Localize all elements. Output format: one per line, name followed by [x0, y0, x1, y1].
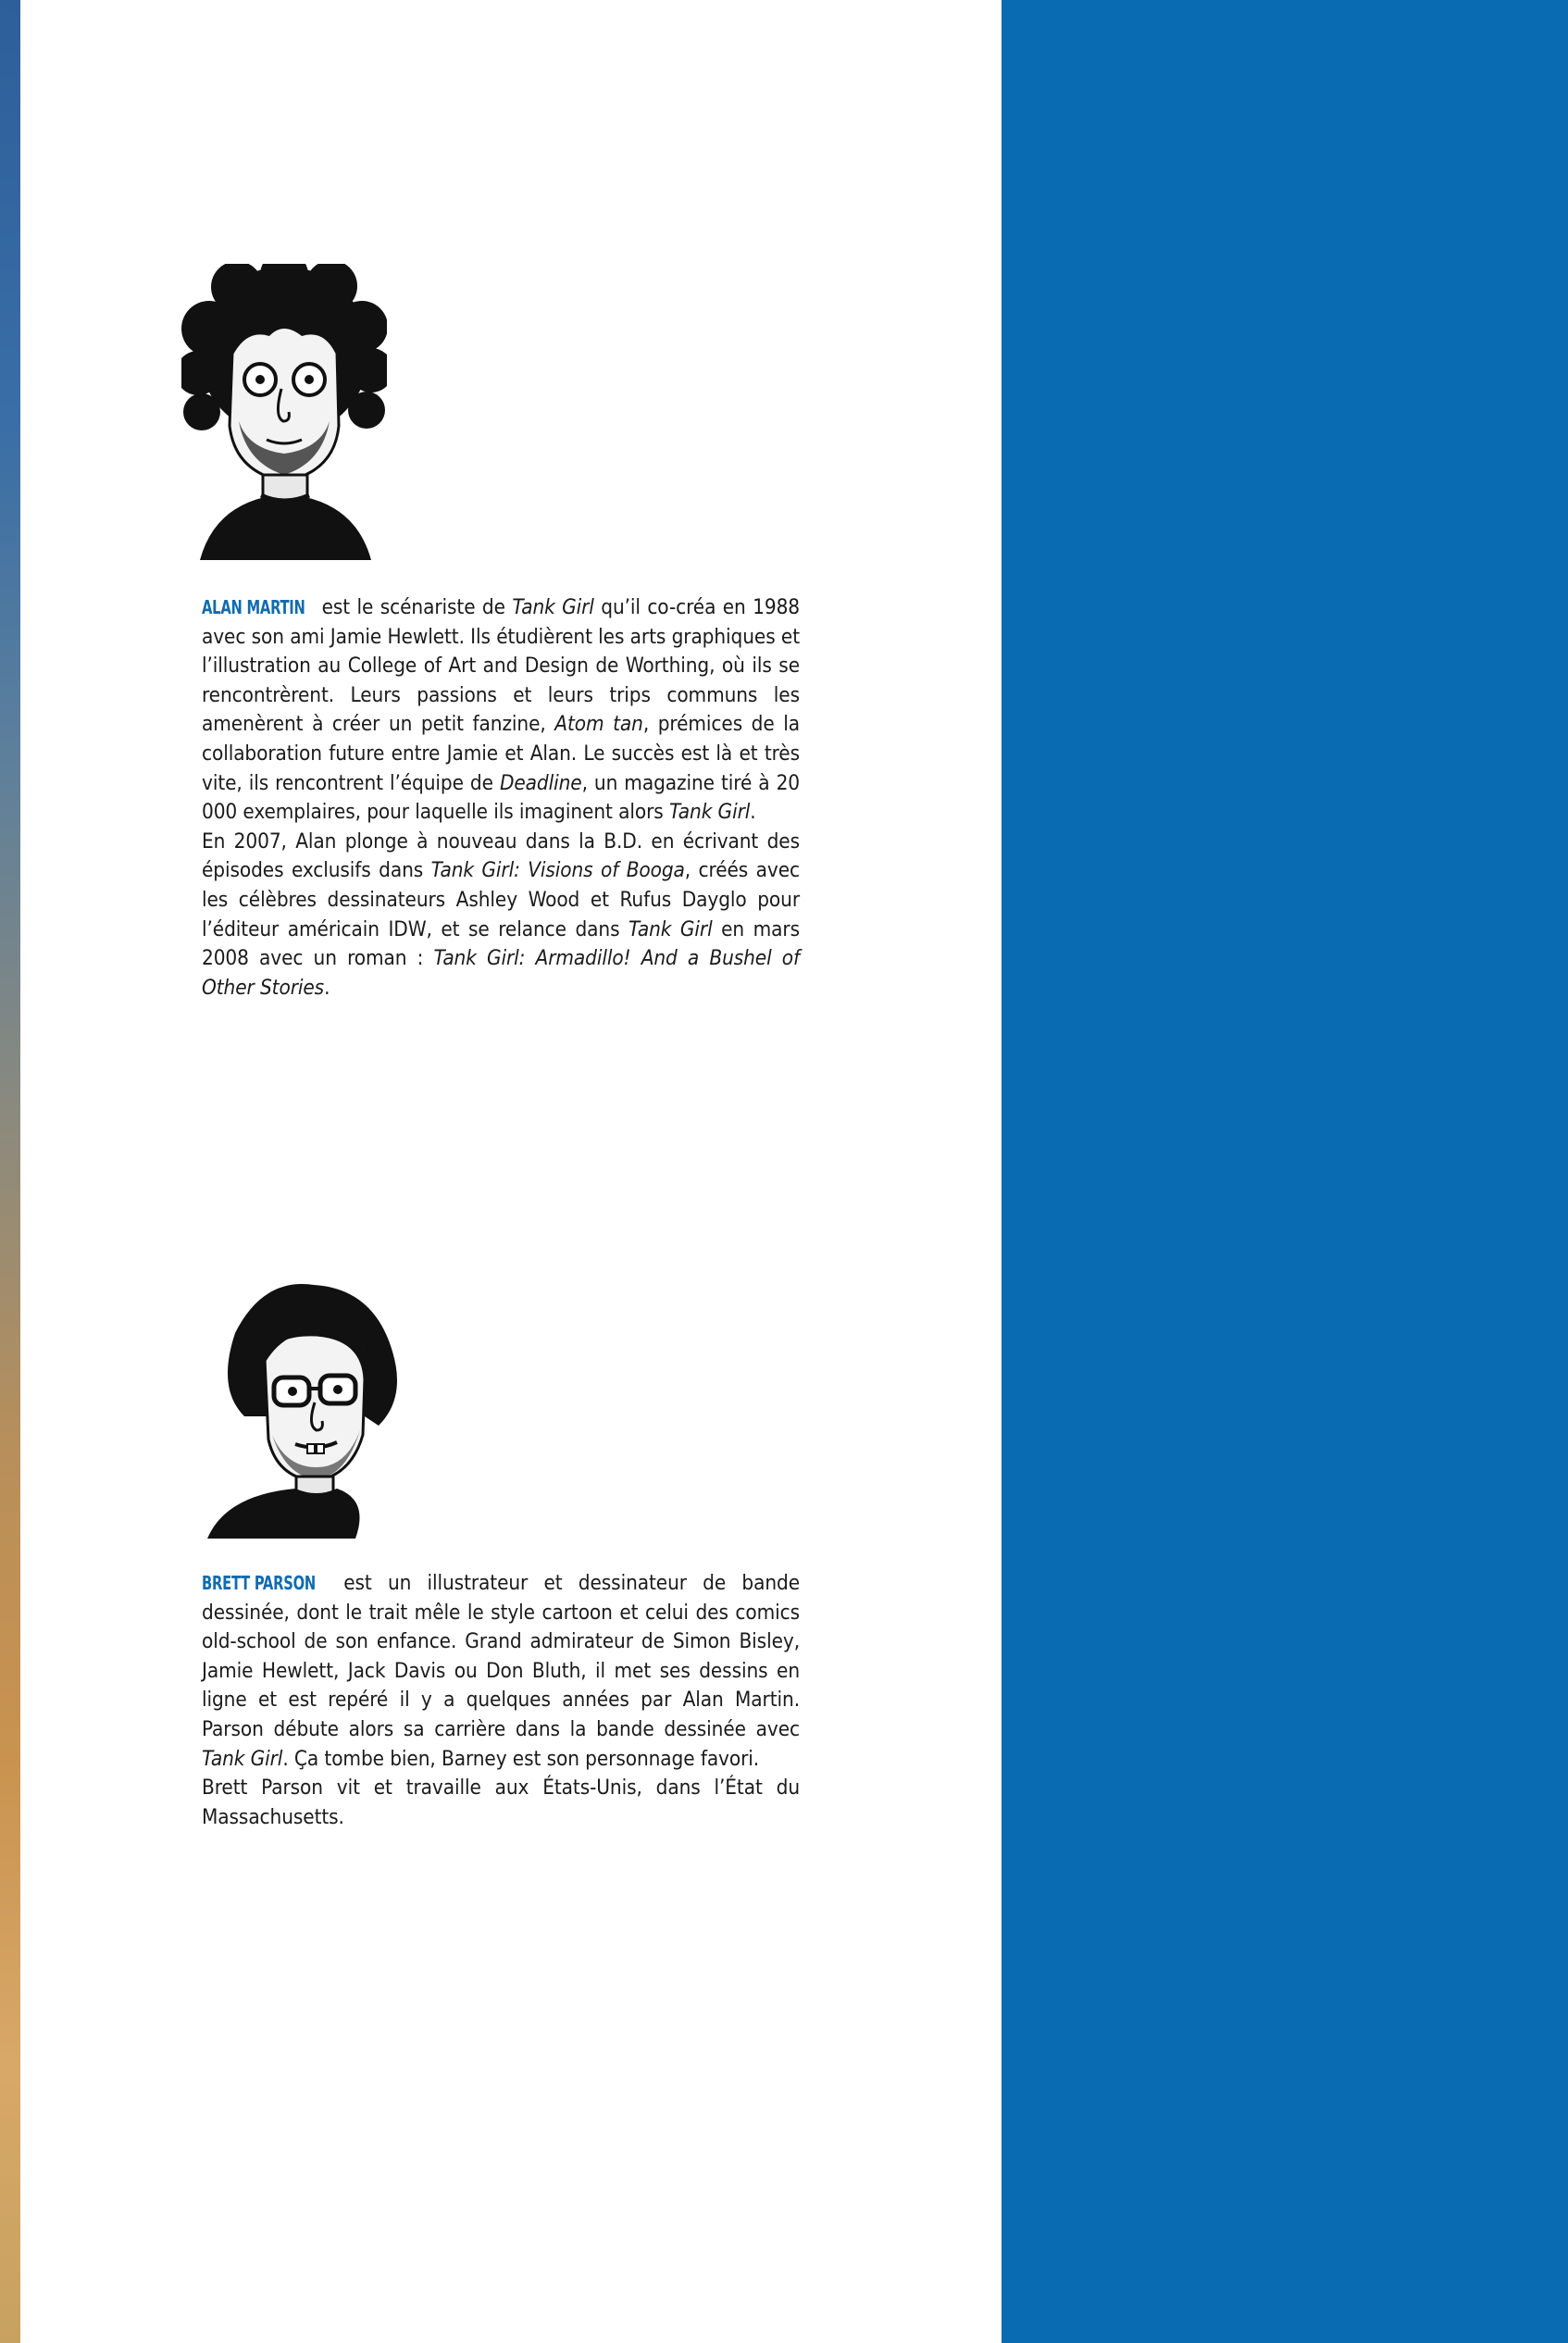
brett-parson-portrait-icon [207, 1277, 402, 1539]
author-name: ALAN MARTIN [202, 596, 305, 618]
blue-side-panel [1002, 0, 1568, 2343]
page [20, 0, 1002, 2343]
cover-edge-strip [0, 0, 20, 2343]
alan-bio-paragraph-1: ALAN MARTIN est le scénariste de Tank Girl qu’il co-créa en 1988 avec son ami Jamie Hewlett. Ils étudièrent les arts graphiques et l’illustration au College of Art and Design de Worthing, où ils se rencontrèrent. Leurs passions et leurs trips communs les amenèrent à créer un petit fanzine, Atom tan, prémices de la collaboration future entre Jamie et Alan. Le succès est là et très vite, ils rencontrent l’équipe de Deadline, un magazine tiré à 20 000 exemplaires, pour laquelle ils imaginent alors Tank Girl. [202, 595, 801, 825]
alan-martin-portrait-icon [181, 264, 387, 560]
author-name: BRETT PARSON [202, 1572, 316, 1594]
alan-martin-bio [202, 593, 800, 1003]
brett-bio-paragraph-2: Brett Parson vit et travaille aux États-Unis, dans l’État du Massachusetts. [202, 1776, 800, 1829]
brett-parson-bio [202, 1569, 800, 1832]
alan-bio-paragraph-2: En 2007, Alan plonge à nouveau dans la B.D. en écrivant des épisodes exclusifs dans Tank Girl: Visions of Booga, créés avec les célèbres dessinateurs Ashley Wood et Rufus Dayglo pour l’éditeur américain IDW, et se relance dans Tank Girl en mars 2008 avec un roman : Tank Girl: Armadillo! And a Bushel of Other Stories. [202, 829, 800, 1000]
brett-bio-paragraph-1: BRETT PARSON est un illustrateur et dessinateur de bande dessinée, dont le trait mêle le style cartoon et celui des comics old-school de son enfance. Grand admirateur de Simon Bisley, Jamie Hewlett, Jack Davis ou Don Bluth, il met ses dessins en ligne et est repéré il y a quelques années par Alan Martin. Parson débute alors sa carrière dans la bande dessinée avec Tank Girl. Ça tombe bien, Barney est son personnage favori. [202, 1571, 800, 1771]
